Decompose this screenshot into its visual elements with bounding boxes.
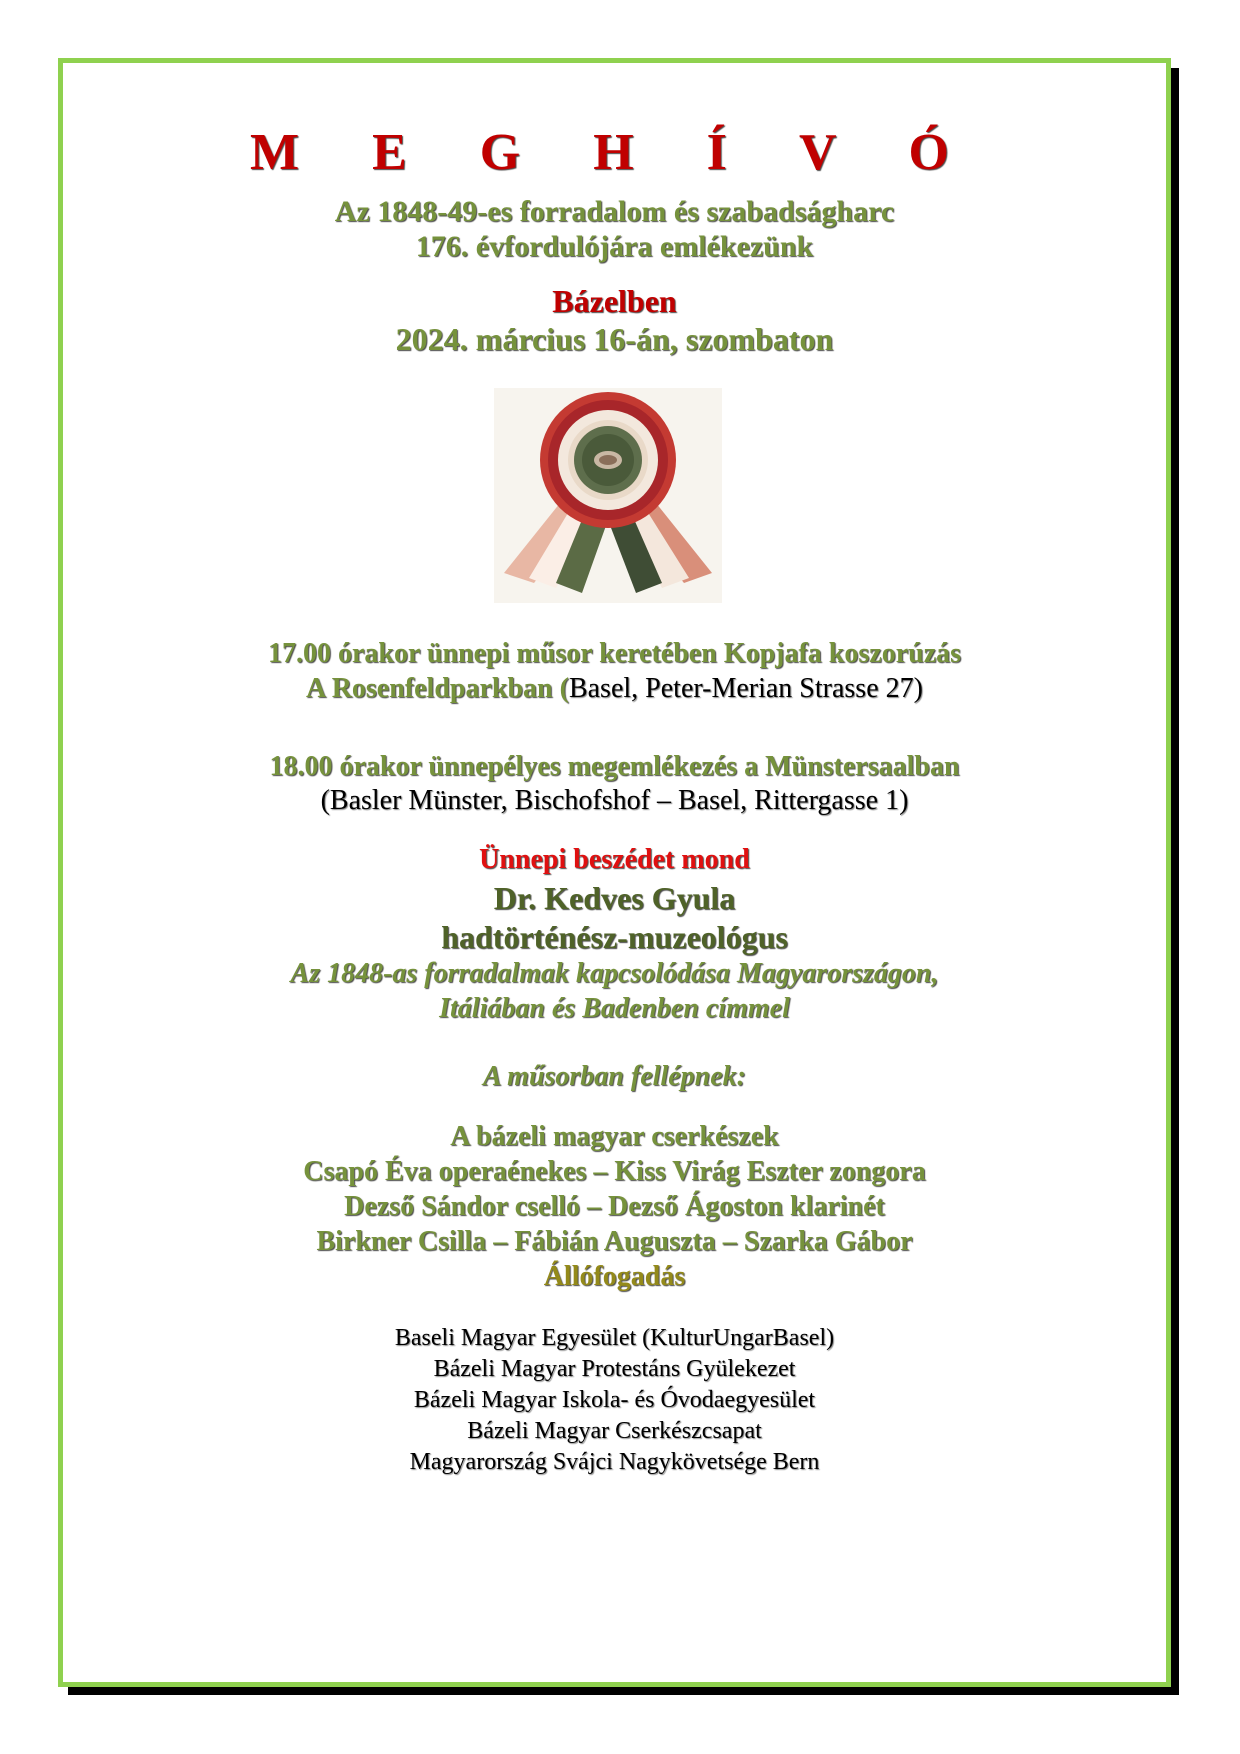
event2-address: (Basler Münster, Bischofshof – Basel, Rittergasse 1) bbox=[320, 785, 909, 816]
performer-line: Birkner Csilla – Fábián Auguszta – Szarka Gábor bbox=[316, 1226, 913, 1257]
organizer-line: Baseli Magyar Egyesület (KulturUngarBasel) bbox=[394, 1325, 835, 1351]
intro-line-2: 176. évfordulójára emlékezünk bbox=[415, 230, 814, 263]
event-date: 2024. március 16-án, szombaton bbox=[395, 321, 834, 357]
event-place: Bázelben bbox=[552, 283, 677, 319]
organizer-line: Bázeli Magyar Iskola- és Óvodaegyesület bbox=[413, 1387, 816, 1413]
event1-line-2 bbox=[63, 673, 1166, 705]
speaker-name: Dr. Kedves Gyula bbox=[493, 880, 736, 916]
event1-location: A Rosenfeldparkban ( bbox=[306, 673, 569, 704]
performer-line: Dezső Sándor cselló – Dezső Ágoston klarinét bbox=[344, 1191, 885, 1222]
speech-heading: Ünnepi beszédet mond bbox=[479, 844, 750, 875]
reception-label: Állófogadás bbox=[543, 1261, 686, 1292]
event1-line-1: 17.00 órakor ünnepi műsor keretében Kopjafa koszorúzás bbox=[267, 638, 962, 669]
speaker-role: hadtörténész-muzeológus bbox=[441, 919, 788, 955]
intro-line-1: Az 1848-49-es forradalom és szabadságharc bbox=[334, 195, 895, 228]
invitation-title: M E G H Í V Ó bbox=[249, 124, 979, 181]
organizer-line: Bázeli Magyar Protestáns Gyülekezet bbox=[433, 1356, 796, 1382]
organizer-line: Magyarország Svájci Nagykövetsége Bern bbox=[409, 1449, 820, 1475]
cockade-image bbox=[494, 388, 722, 603]
event2-line-1: 18.00 órakor ünnepélyes megemlékezés a Münstersaalban bbox=[269, 751, 960, 782]
speech-topic-2: Itáliában és Badenben címmel bbox=[439, 993, 790, 1024]
performers-heading: A műsorban fellépnek: bbox=[483, 1061, 746, 1092]
performer-line: Csapó Éva operaénekes – Kiss Virág Eszter zongora bbox=[303, 1156, 926, 1187]
performer-line: A bázeli magyar cserkészek bbox=[450, 1121, 779, 1152]
speech-topic-1: Az 1848-as forradalmak kapcsolódása Magyarországon, bbox=[290, 958, 939, 989]
event1-address: Basel, Peter-Merian Strasse 27) bbox=[568, 673, 923, 704]
invitation-frame bbox=[58, 58, 1171, 1687]
organizer-line: Bázeli Magyar Cserkészcsapat bbox=[467, 1418, 762, 1444]
